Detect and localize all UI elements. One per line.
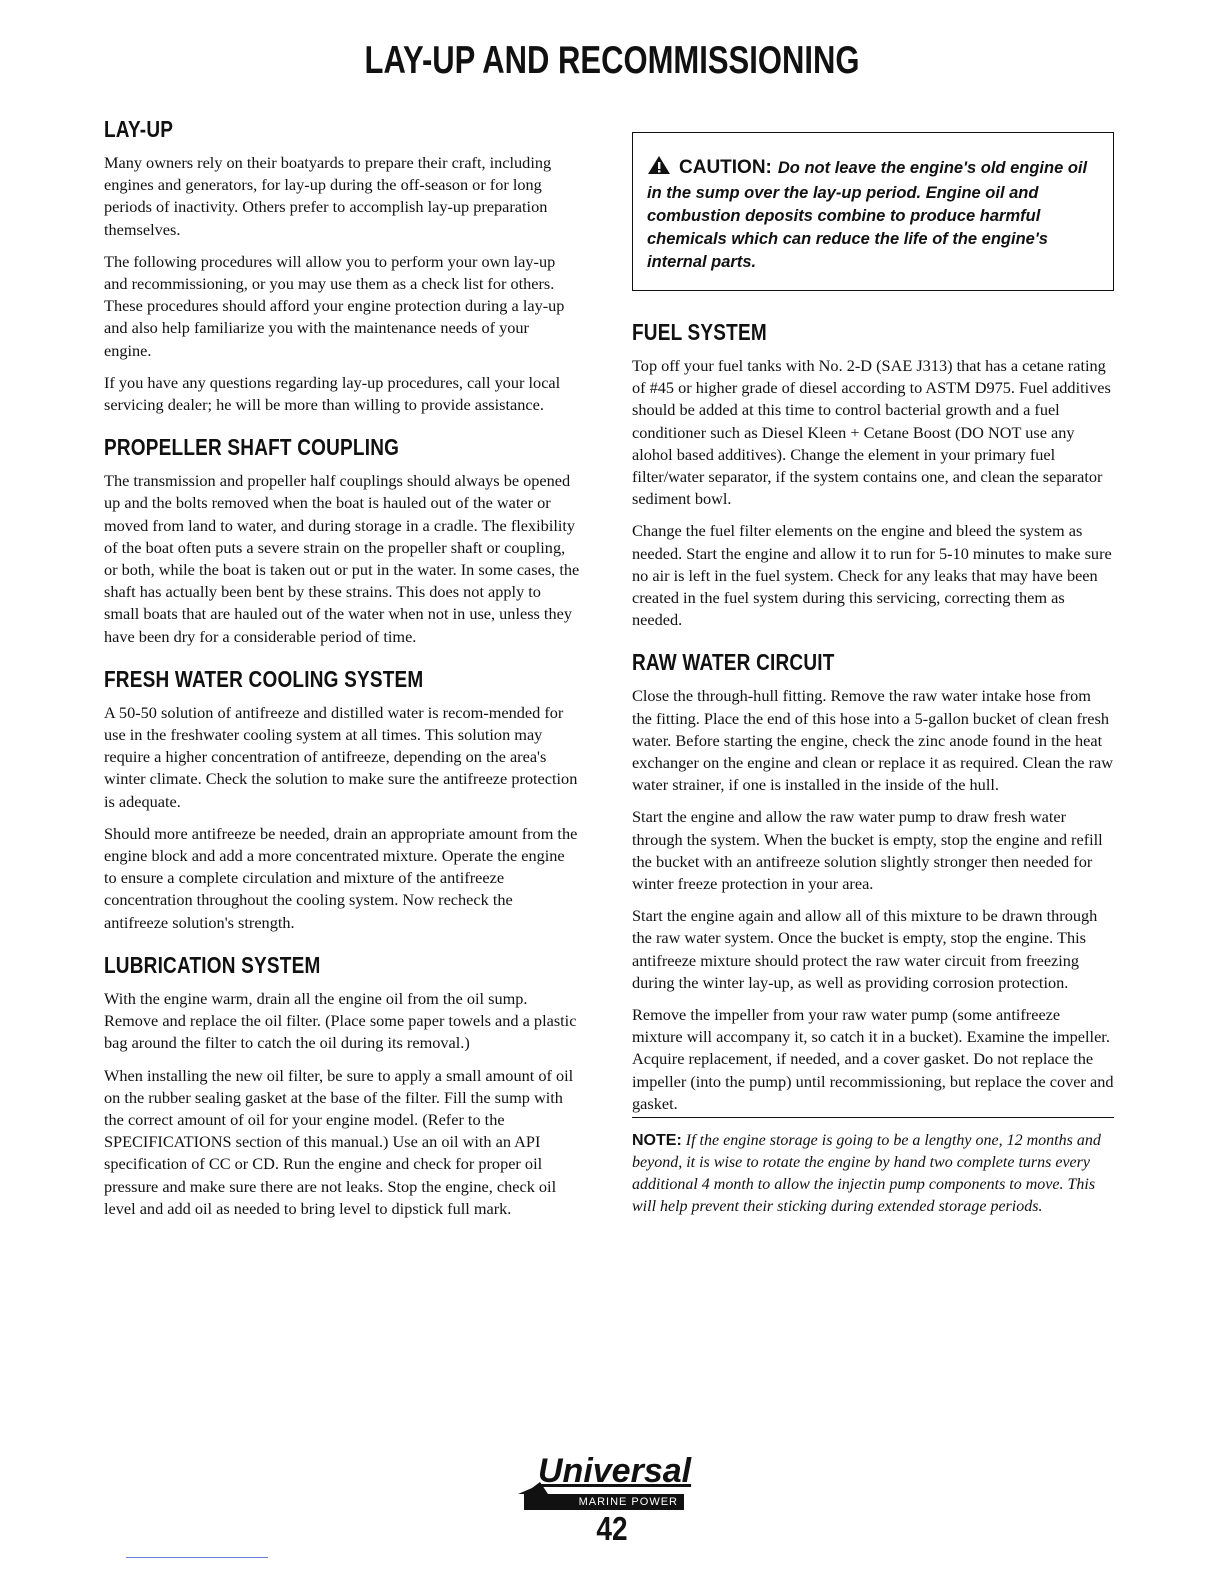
paragraph: If you have any questions regarding lay-up procedures, call your local servicing dealer; he will be more than willing to provide assistance. [104, 372, 561, 415]
paragraph: Top off your fuel tanks with No. 2-D (SAE J313) that has a cetane rating of #45 or higher grade of diesel according to ASTM D975. Fuel additives should be added at this time to control bacterial growth and a fuel conditioner such as Diesel Kleen + Cetane Boost (DO NOT use any alohol based additives). Change the element in your primary fuel filter/water separator, if the system contains one, and clean the separator sediment bowl. [632, 356, 1111, 509]
section-raw-water-circuit [632, 651, 1114, 1218]
section-fresh-water-cooling [104, 668, 580, 934]
paragraph: When installing the new oil filter, be sure to apply a small amount of oil on the rubber sealing gasket at the base of the filter. Fill the sump with the correct amount of oil for your engine model. (Refer to the SPECIFICATIONS section of this manual.) Use an oil with an API specification of CC or CD. Run the engine and check for proper oil pressure and make sure there are not leaks. Stop the engine, check oil level and add oil as needed to bring level to dipstick full mark. [104, 1065, 574, 1218]
paragraph: The following procedures will allow you to perform your own lay-up and recommissioning, or you may use them as a check list for others. These procedures should afford your engine protection during a lay-up and also help familiarize you with the maintenance needs of your engine. [104, 251, 565, 360]
section-propeller-shaft-coupling [104, 436, 580, 648]
caution-box [632, 132, 1114, 291]
paragraph: Should more antifreeze be needed, drain an appropriate amount from the engine block and add a more concentrated mixture. Operate the engine to ensure a complete circulation and mixture of the antifreeze concentration throughout the cooling system. Now recheck the antifreeze solution's strength. [104, 823, 578, 932]
paragraph: Change the fuel filter elements on the engine and bleed the system as needed. Start the engine and allow it to run for 5-10 minutes to make sure no air is left in the fuel system. Check for any leaks that may have been created in the fuel system during this servicing, correcting them as needed. [632, 521, 1112, 630]
section-layup [104, 118, 580, 416]
paragraph: Many owners rely on their boatyards to prepare their craft, including engines and generators, for lay-up during the off-season or for long periods of inactivity. Others prefer to accomplish lay-up preparation themselves. [104, 153, 552, 239]
note [632, 1130, 1114, 1218]
paragraph: A 50-50 solution of antifreeze and distilled water is recom-mended for use in the freshwater cooling system at all times. This solution may require a higher concentration of antifreeze, depending on the area's winter climate. Check the solution to make sure the antifreeze protection is adequate. [104, 702, 578, 811]
caution-text: Do not leave the engine's old engine oil in the sump over the lay-up period. Engine oil and combustion deposits combine to produce harmful chemicals which can reduce the life of the engine's internal parts. [647, 159, 1088, 271]
section-heading: LUBRICATION SYSTEM [104, 953, 321, 980]
section-heading: FRESH WATER COOLING SYSTEM [104, 667, 424, 694]
section-fuel-system [632, 321, 1114, 631]
section-heading: LAY-UP [104, 118, 174, 144]
section-heading: RAW WATER CIRCUIT [632, 651, 835, 677]
paragraph: Close the through-hull fitting. Remove the raw water intake hose from the fitting. Place the end of this hose into a 5-gallon bucket of clean fresh water. Before starting the engine, check the zinc anode found in the heat exchanger on the engine and clean or replace it as required. Clean the raw water strainer, if one is installed in the inside of the hull. [632, 686, 1113, 795]
paragraph: Remove the impeller from your raw water pump (some antifreeze mixture will accompany it, so catch it in a bucket). Examine the impeller. Acquire replacement, if needed, and a cover gasket. Do not replace the impeller (into the pump) until recommissioning, but replace the cover and gasket. [632, 1004, 1114, 1118]
footer-rule [126, 1557, 268, 1558]
note-label: NOTE: [632, 1132, 682, 1150]
logo-tagline: MARINE POWER [524, 1494, 684, 1510]
right-column [632, 132, 1114, 1238]
section-heading: FUEL SYSTEM [632, 321, 767, 347]
paragraph: The transmission and propeller half couplings should always be opened up and the bolts removed when the boat is hauled out of the water or moved from land to water, and during storage in a cradle. The flexibility of the boat often puts a severe strain on the propeller shaft or coupling, or both, while the boat is taken out or put in the water. In some cases, the shaft has actually been bent by these strains. This does not apply to small boats that are hauled out of the water when not in use, unless they have been dry for a considerable period of time. [104, 471, 580, 646]
left-column [104, 118, 580, 1240]
logo-wordmark: Universal [538, 1452, 692, 1490]
paragraph: Start the engine and allow the raw water pump to draw fresh water through the system. When the bucket is empty, stop the engine and refill the bucket with an antifreeze solution slightly stronger then needed for winter freeze protection in your area. [632, 807, 1103, 894]
paragraph: With the engine warm, drain all the engine oil from the oil sump. Remove and replace the oil filter. (Place some paper towels and a plastic bag around the filter to catch the oil during its removal.) [104, 988, 577, 1053]
note-text: If the engine storage is going to be a lengthy one, 12 months and beyond, it is wise to rotate the engine by hand two complete turns every additional 4 month to allow the injectin pump components to move. This will help prevent their sticking during extended storage periods. [632, 1132, 1101, 1216]
page-number: 42 [596, 1510, 628, 1548]
section-lubrication-system [104, 954, 580, 1220]
section-heading: PROPELLER SHAFT COUPLING [104, 436, 400, 462]
caution-label: CAUTION: [679, 157, 772, 178]
warning-icon [647, 155, 671, 182]
paragraph: Start the engine again and allow all of this mixture to be drawn through the raw water system. Once the bucket is empty, stop the engine. This antifreeze mixture should protect the raw water circuit from freezing during the winter lay-up, as well as providing corrosion protection. [632, 906, 1098, 992]
page-title: LAY-UP AND RECOMMISSIONING [364, 38, 860, 82]
